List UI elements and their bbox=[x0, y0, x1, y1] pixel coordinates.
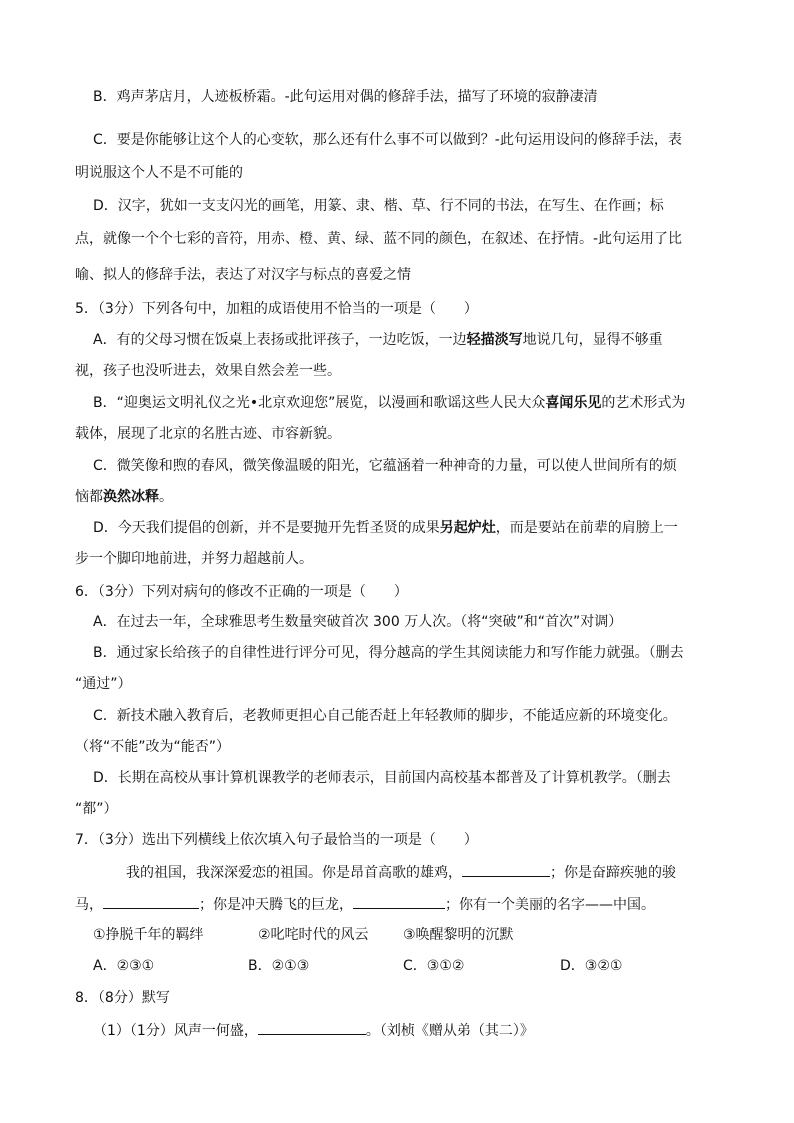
q8-stem: 8．（8分）默写 bbox=[75, 990, 170, 1006]
fill-blank-recitation[interactable] bbox=[258, 1020, 366, 1035]
q7-item-2: ②叱咤时代的风云 bbox=[258, 927, 369, 943]
q4-option-d-line3: 喻、拟人的修辞手法，表达了对汉字与标点的喜爱之情 bbox=[75, 267, 411, 283]
q4-option-c-line2: 明说服这个人不是不可能的 bbox=[75, 165, 243, 181]
q4-option-d-line1: D．汉字，犹如一支支闪光的画笔，用篆、隶、楷、草、行不同的书法，在写生、在作画；标 bbox=[93, 198, 664, 214]
q4-option-b: B．鸡声茅店月，人迹板桥霜。-此句运用对偶的修辞手法，描写了环境的寂静凄清 bbox=[93, 89, 598, 105]
q7-passage-line2: 马， ；你是冲天腾飞的巨龙， ；你有一个美丽的名字——中国。 bbox=[75, 894, 720, 915]
q6-option-c-line1: C．新技术融入教育后，老教师更担心自己能否赶上年轻教师的脚步，不能适应新的环境变化。 bbox=[93, 708, 677, 724]
q5-option-c-line2: 恼都涣然冰释。 bbox=[75, 489, 173, 505]
q4-option-c-line1: C．要是你能够让这个人的心变软，那么还有什么事不可以做到？-此句运用设问的修辞手法，表 bbox=[93, 132, 682, 148]
q5-bold-idiom-b: 喜闻乐见 bbox=[545, 395, 602, 411]
q4-option-d-line2: 点，就像一个个七彩的音符，用赤、橙、黄、绿、蓝不同的颜色，在叙述、在抒情。-此句运用了比 bbox=[75, 231, 683, 247]
q6-option-d-line2: “都”） bbox=[75, 801, 118, 817]
q5-option-a-line1: A．有的父母习惯在饭桌上表扬或批评孩子，一边吃饭，一边轻描淡写地说几句，显得不够重 bbox=[93, 332, 663, 348]
q5-option-a-line2: 视，孩子也没听进去，效果自然会差一些。 bbox=[75, 363, 341, 379]
q7-item-3: ③唤醒黎明的沉默 bbox=[403, 927, 514, 943]
q5-option-c-line1: C．微笑像和煦的春风，微笑像温暖的阳光，它蕴涵着一种神奇的力量，可以使人世间所有的烦 bbox=[93, 458, 677, 474]
q6-option-b-line2: “通过”） bbox=[75, 676, 132, 692]
q5-option-b-line2: 载体，展现了北京的名胜古迹、市容新貌。 bbox=[75, 426, 341, 442]
q7-passage-line1: 我的祖国，我深深爱恋的祖国。你是昂首高歌的雄鸡， ；你是奋蹄疾驰的骏 bbox=[126, 862, 720, 883]
q6-option-c-line2: （将“不能”改为“能否”） bbox=[75, 739, 231, 755]
q5-option-d-line2: 步一个脚印地前进，并努力超越前人。 bbox=[75, 551, 313, 567]
q6-stem: 6．（3分）下列对病句的修改不正确的一项是（ ） bbox=[75, 584, 408, 600]
q7-option-c[interactable]: C．③①② bbox=[403, 958, 465, 974]
q5-bold-idiom-d: 另起炉灶 bbox=[439, 520, 496, 536]
q6-option-b-line1: B．通过家长给孩子的自律性进行评分可见，得分越高的学生其阅读能力和写作能力就强。（删去 bbox=[93, 645, 684, 661]
q6-option-d-line1: D．长期在高校从事计算机课教学的老师表示，目前国内高校基本都普及了计算机教学。（删去 bbox=[93, 770, 671, 786]
q7-options bbox=[93, 956, 720, 976]
fill-blank-3[interactable] bbox=[353, 894, 445, 909]
q5-option-d-line1: D．今天我们提倡的创新，并不是要抛开先哲圣贤的成果另起炉灶，而是要站在前辈的肩膀上一 bbox=[93, 520, 678, 536]
q5-bold-idiom-c: 涣然冰释 bbox=[103, 489, 159, 505]
fill-blank-1[interactable] bbox=[462, 862, 550, 877]
fill-blank-2[interactable] bbox=[103, 894, 199, 909]
q6-option-a: A．在过去一年，全球雅思考生数量突破首次 300 万人次。（将“突破”和“首次”对调） bbox=[93, 614, 623, 630]
q7-option-d[interactable]: D．③②① bbox=[560, 958, 623, 974]
q7-items bbox=[93, 925, 720, 945]
q5-stem: 5．（3分）下列各句中，加粗的成语使用不恰当的一项是（ ） bbox=[75, 301, 478, 317]
q7-option-a[interactable]: A．②③① bbox=[93, 958, 155, 974]
q5-bold-idiom-a: 轻描淡写 bbox=[466, 332, 523, 348]
q7-stem: 7．（3分）选出下列横线上依次填入句子最恰当的一项是（ ） bbox=[75, 832, 478, 848]
q8-sub1: （1）（1分）风声一何盛， 。（刘桢《赠从弟（其二）》 bbox=[93, 1020, 720, 1041]
q5-option-b-line1: B．“迎奥运文明礼仪之光•北京欢迎您”展览，以漫画和歌谣这些人民大众喜闻乐见的艺术形式为 bbox=[93, 395, 686, 411]
q7-option-b[interactable]: B．②①③ bbox=[248, 958, 310, 974]
q7-item-1: ①挣脱千年的羁绊 bbox=[93, 927, 204, 943]
